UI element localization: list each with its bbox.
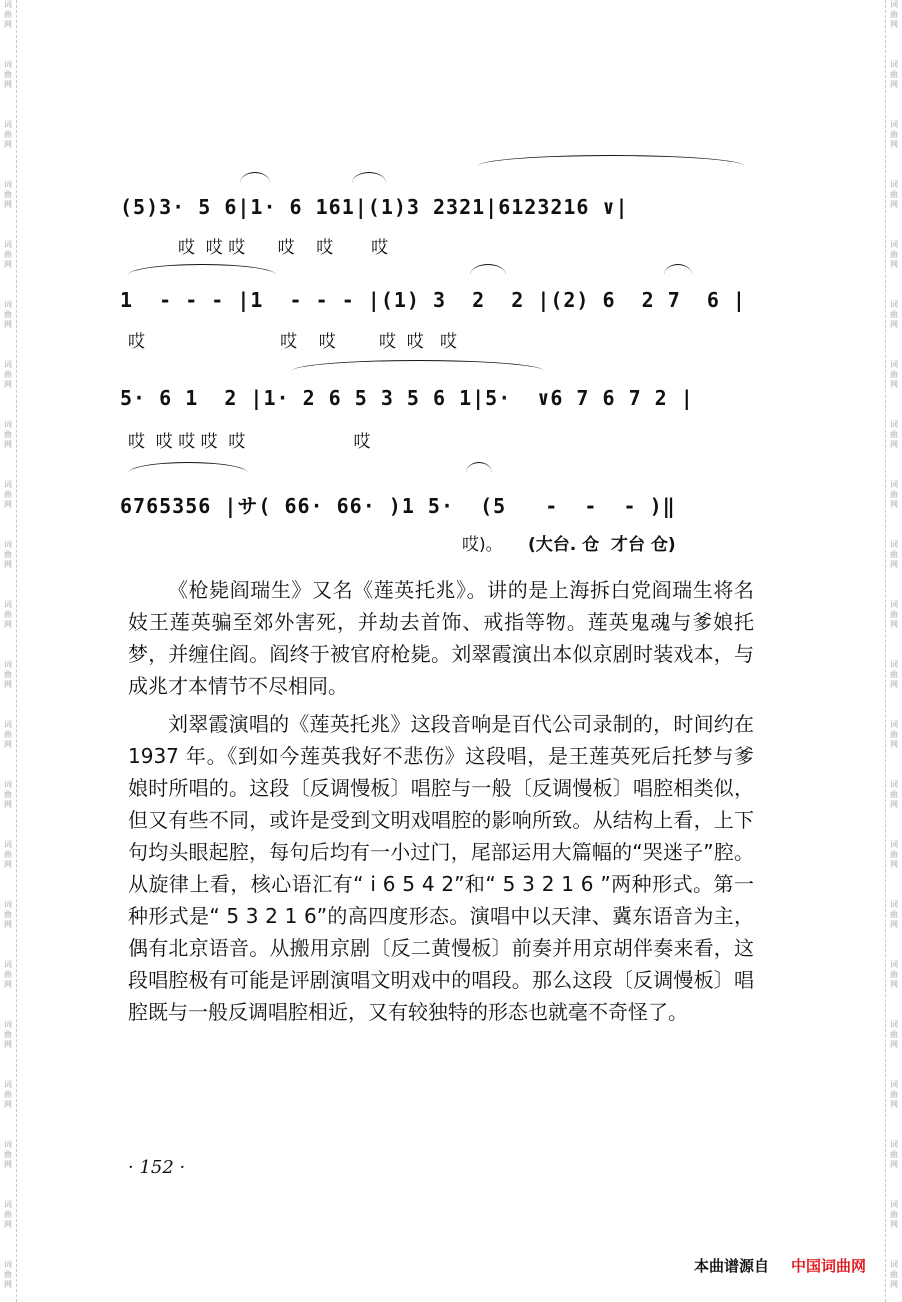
watermark-stamp: 词曲网 [4,120,12,149]
slur [470,264,506,275]
score-row-2-notes: 1 - - - |1 - - - |(1) 3 2 2 |(2) 6 2 7 6 | [120,288,746,312]
watermark-stamp: 词曲网 [890,840,898,869]
site-brand-link[interactable]: 中国词曲网 [790,1257,866,1275]
watermark-stamp: 词曲网 [890,780,898,809]
slur [664,264,692,275]
watermark-stamp: 词曲网 [4,60,12,89]
score-row-3-lyrics: 哎 哎 哎 哎 哎 哎 [128,432,371,452]
watermark-stamp: 词曲网 [4,960,12,989]
slur [352,172,386,183]
watermark-stamp: 词曲网 [4,420,12,449]
slur [128,264,276,275]
slur [478,155,744,166]
paragraph-2: 刘翠霞演唱的《莲英托兆》这段音响是百代公司录制的，时间约在 1937 年。《到如今莲英我好不悲伤》这段唱，是王莲英死后托梦与爹娘时所唱的。这段〔反调慢板〕唱腔与一般〔反调慢板〕唱腔相类似，但又有些不同，或许是受到文明戏唱腔的影响所致。从结构上看，上下句均头眼起腔，每句后均有一小过门，尾部运用大篇幅的“哭迷子”腔。从旋律上看，核心语汇有“ i 6 5 4 2”和“ 5 3 2 1 6 ”两种形式。第一种形式是“ 5 3 2 1 6”的高四度形态。演唱中以天津、冀东语音为主，偶有北京语音。从搬用京剧〔反二黄慢板〕前奏并用京胡伴奏来看，这段唱腔极有可能是评剧演唱文明戏中的唱段。那么这段〔反调慢板〕唱腔既与一般反调唱腔相近，又有较独特的形态也就毫不奇怪了。 [128,712,754,1024]
watermark-stamp: 词曲网 [4,300,12,329]
source-label: 本曲谱源自 [693,1257,769,1275]
watermark-stamp: 词曲网 [4,660,12,689]
watermark-stamp: 词曲网 [890,360,898,389]
slur [240,172,270,183]
slur [292,360,544,371]
watermark-stamp: 词曲网 [4,1200,12,1229]
watermark-stamp: 词曲网 [4,720,12,749]
watermark-stamp: 词曲网 [4,780,12,809]
watermark-stamp: 词曲网 [4,0,12,29]
page-number: · 152 · [128,1157,186,1178]
score-row-1-lyrics: 哎 哎 哎 哎 哎 哎 [178,238,389,258]
watermark-stamp: 词曲网 [890,1200,898,1229]
watermark-stamp: 词曲网 [890,660,898,689]
watermark-stamp: 词曲网 [890,1020,898,1049]
score-row-1-notes: (5)3· 5 6|1· 6 161|(1)3 2321|6123216 ∨| [120,195,629,219]
watermark-stamp: 词曲网 [890,120,898,149]
watermark-stamp: 词曲网 [4,480,12,509]
paragraph-1: 《枪毙阎瑞生》又名《莲英托兆》。讲的是上海拆白党阎瑞生将名妓王莲英骗至郊外害死，并劫去首饰、戒指等物。莲英鬼魂与爹娘托梦，并缠住阎。阎终于被官府枪毙。刘翠霞演出本似京剧时装戏本，与成兆才本情节不尽相同。 [128,578,754,698]
watermark-stamp: 词曲网 [4,240,12,269]
watermark-stamp: 词曲网 [4,1260,12,1289]
watermark-stamp: 词曲网 [4,600,12,629]
score-row-3-notes: 5· 6 1 2 |1· 2 6 5 3 5 6 1|5· ∨6 7 6 7 2 | [120,386,694,410]
slur [128,462,248,473]
watermark-stamp: 词曲网 [890,420,898,449]
watermark-stamp: 词曲网 [890,900,898,929]
watermark-stamp: 词曲网 [4,900,12,929]
watermark-stamp: 词曲网 [890,0,898,29]
slur [466,462,492,473]
watermark-stamp: 词曲网 [890,1260,898,1289]
watermark-stamp: 词曲网 [890,480,898,509]
body-text [128,574,754,1028]
watermark-stamp: 词曲网 [890,180,898,209]
watermark-stamp: 词曲网 [890,60,898,89]
score-row-2-lyrics: 哎 哎 哎 哎 哎 哎 [128,332,457,352]
watermark-stamp: 词曲网 [890,1080,898,1109]
percussion-line: (大台. 仓 才台 仓) [528,535,676,555]
music-score [0,0,902,570]
watermark-stamp: 词曲网 [4,360,12,389]
score-row-4-notes: 6765356 |サ( 66· 66· )1 5· (5 - - - )‖ [120,494,676,518]
watermark-stamp: 词曲网 [4,1080,12,1109]
watermark-stamp: 词曲网 [890,720,898,749]
source-footer [694,1255,866,1276]
watermark-stamp: 词曲网 [4,540,12,569]
watermark-stamp: 词曲网 [4,1020,12,1049]
score-row-4-lyrics: 哎)。 [462,535,503,555]
watermark-stamp: 词曲网 [890,1140,898,1169]
watermark-stamp: 词曲网 [4,840,12,869]
watermark-stamp: 词曲网 [890,540,898,569]
watermark-stamp: 词曲网 [890,240,898,269]
watermark-stamp: 词曲网 [4,180,12,209]
watermark-stamp: 词曲网 [890,300,898,329]
watermark-stamp: 词曲网 [890,960,898,989]
watermark-stamp: 词曲网 [4,1140,12,1169]
watermark-stamp: 词曲网 [890,600,898,629]
